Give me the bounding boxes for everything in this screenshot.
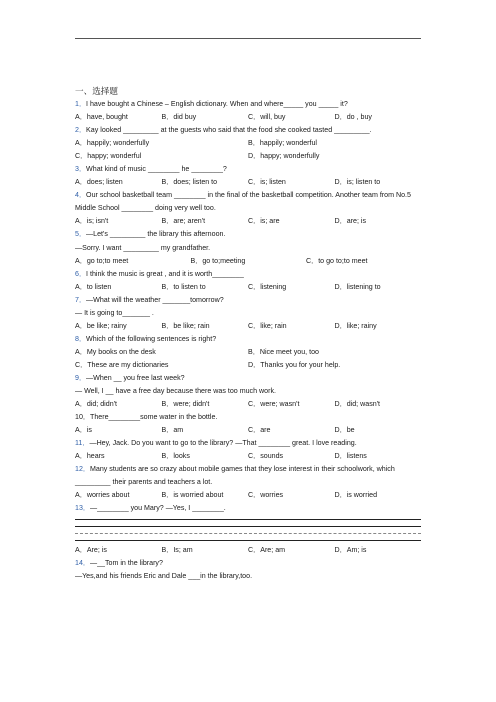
option-a[interactable]: A．worries about [75,491,130,500]
option-b[interactable]: B．Nice meet you, too [248,347,319,356]
option-d[interactable]: D．do , buy [334,113,372,122]
question-list [75,84,422,583]
options-7 [75,320,422,333]
option-b[interactable]: B．go to;meeting [190,256,246,265]
options-8b [75,359,422,372]
options-9 [75,398,422,411]
option-b[interactable]: B．is worried about [161,491,224,500]
option-b[interactable]: B．be like; rain [161,321,210,330]
question-2: 2．Kay looked _________ at the guests who said that the food she cooked tasted _________. [75,126,372,135]
option-c[interactable]: C．worries [248,491,284,500]
options-13 [75,544,422,557]
options-5 [75,255,422,268]
option-a[interactable]: A．My books on the desk [75,347,156,356]
option-b[interactable]: B．to listen to [161,282,206,291]
question-14: 14．—__Tom in the library? [75,558,163,567]
option-c[interactable]: C．sounds [248,452,284,461]
question-6: 6．I think the music is great , and it is worth________ [75,269,244,278]
option-b[interactable]: B．were; didn't [161,400,210,409]
option-d[interactable]: D．are; is [334,217,367,226]
question-13: 13．—________ you Mary? —Yes, I ________. [75,504,226,513]
question-14-reply: —Yes,and his friends Eric and Dale ___in the library,too. [75,571,253,580]
options-3 [75,176,422,189]
question-9: 9．—When __ you free last week? [75,373,185,382]
question-3: 3．What kind of music ________ he ________? [75,165,227,174]
question-12: 12．Many students are so crazy about mobile games that they lose interest in their schoolwork, which _________ their parents and teachers a lot. [75,465,395,487]
options-10 [75,424,422,437]
question-10: 10．There________some water in the bottle. [75,413,218,422]
option-a[interactable]: A．did; didn't [75,400,117,409]
option-b[interactable]: B．looks [161,452,190,461]
option-b[interactable]: B．am [161,426,184,435]
option-b[interactable]: B．are; aren't [161,217,206,226]
question-8: 8．Which of the following sentences is right? [75,334,217,343]
question-9-reply: — Well, I __ have a free day because there was too much work. [75,387,276,396]
options-6 [75,281,422,294]
option-b[interactable]: B．did buy [161,113,197,122]
option-b[interactable]: B．happily; wonderful [248,139,318,148]
section-title: 一、选择题 [75,86,118,96]
options-11 [75,450,422,463]
option-a[interactable]: A．Are; is [75,545,107,554]
option-a[interactable]: A．is [75,426,92,435]
answer-line-dashed [75,533,421,534]
option-c[interactable]: C．These are my dictionaries [75,360,169,369]
option-c[interactable]: C．to go to;to meet [306,256,368,265]
question-11: 11．—Hey, Jack. Do you want to go to the library? —That ________ great. I love reading. [75,439,357,448]
option-d[interactable]: D．Am; is [334,545,367,554]
answer-lines [75,516,422,544]
option-c[interactable]: C．like; rain [248,321,287,330]
options-4 [75,215,422,228]
option-a[interactable]: A．have, bought [75,113,128,122]
option-d[interactable]: D．listens [334,452,367,461]
options-2b [75,150,422,163]
answer-line [75,519,421,520]
option-d[interactable]: D．did; wasn't [334,400,381,409]
option-a[interactable]: A．hears [75,452,105,461]
option-d[interactable]: D．be [334,426,355,435]
option-b[interactable]: B．does; listen to [161,178,218,187]
option-a[interactable]: A．is; isn't [75,217,109,226]
question-1: 1．I have bought a Chinese – English dictionary. When and where_____ you _____ it? [75,100,348,108]
option-b[interactable]: B．Is; am [161,545,193,554]
header-rule [75,38,421,39]
answer-line [75,526,421,527]
option-c[interactable]: C．is; are [248,217,280,226]
option-d[interactable]: D．happy; wonderfully [248,152,320,161]
options-8 [75,346,422,359]
option-c[interactable]: C．is; listen [248,178,286,187]
options-2 [75,137,422,150]
option-a[interactable]: A．does; listen [75,178,123,187]
question-7: 7．—What will the weather _______tomorrow? [75,295,224,304]
option-d[interactable]: D．like; rainy [334,321,377,330]
option-c[interactable]: C．happy; wonderful [75,152,142,161]
option-c[interactable]: C．Are; am [248,545,286,554]
option-d[interactable]: D．listening to [334,282,381,291]
question-7-reply: — It is going to_______ . [75,308,154,317]
option-d[interactable]: D．is; listen to [334,178,381,187]
option-a[interactable]: A．be like; rainy [75,321,127,330]
question-4: 4．Our school basketball team ________ in the final of the basketball competition. Another team from No.5 Middle School ________ doing very well too. [75,191,411,213]
question-5: 5．—Let's _________ the library this afternoon. [75,230,226,239]
option-d[interactable]: D．Thanks you for your help. [248,360,341,369]
option-d[interactable]: D．is worried [334,491,378,500]
answer-line [75,540,421,541]
option-c[interactable]: C．were; wasn't [248,400,300,409]
option-a[interactable]: A．happily; wonderfully [75,139,150,148]
question-5-reply: —Sorry. I want _________ my grandfather. [75,243,211,252]
option-c[interactable]: C．are [248,426,271,435]
option-a[interactable]: A．to listen [75,282,112,291]
option-c[interactable]: C．will, buy [248,113,286,122]
options-12 [75,489,422,502]
options-1 [75,111,422,124]
option-a[interactable]: A．go to;to meet [75,256,129,265]
option-c[interactable]: C．listening [248,282,287,291]
